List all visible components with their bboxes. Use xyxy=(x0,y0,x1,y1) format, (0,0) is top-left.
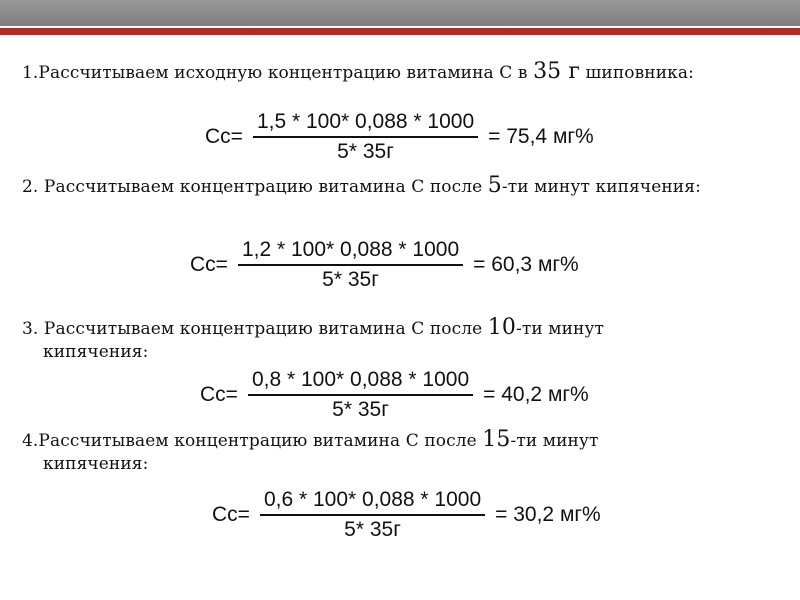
step-2-number: 2. xyxy=(22,177,39,197)
step-4-numerator: 0,6 * 100* 0,088 * 1000 xyxy=(263,488,482,511)
step-3-text-a: Рассчитываем концентрацию витамина С после xyxy=(38,319,488,339)
step-3-fraction xyxy=(248,368,473,422)
step-4-text-b: -ти минут xyxy=(510,431,599,451)
step-1-formula-lhs: Сс= xyxy=(205,125,243,148)
step-3-formula-lhs: Сс= xyxy=(200,383,238,406)
step-2-fraction xyxy=(238,238,463,292)
step-2-formula xyxy=(190,238,579,292)
step-2-denominator: 5* 35г xyxy=(322,268,379,291)
step-1-big-value: 35 xyxy=(533,59,562,84)
step-4-formula-lhs: Сс= xyxy=(212,503,250,526)
step-4-formula-rhs: = 30,2 мг% xyxy=(495,503,601,526)
step-1-text-a: Рассчитываем исходную концентрацию витамина С в xyxy=(38,63,534,83)
step-1-numerator: 1,5 * 100* 0,088 * 1000 xyxy=(256,110,475,133)
step-4-text-continued xyxy=(22,452,800,476)
step-3-text-b: -ти минут xyxy=(515,319,605,339)
step-3-numerator: 0,8 * 100* 0,088 * 1000 xyxy=(251,368,470,391)
step-2-numerator: 1,2 * 100* 0,088 * 1000 xyxy=(241,238,460,261)
step-4-denominator: 5* 35г xyxy=(344,518,401,541)
step-1-denominator: 5* 35г xyxy=(337,140,394,163)
step-4-text-a: Рассчитываем концентрацию витамина С после xyxy=(38,431,483,451)
step-1-fraction xyxy=(253,110,478,164)
step-3-number: 3. xyxy=(22,319,39,339)
step-2-big-value: 5 xyxy=(487,173,502,198)
step-4-fraction xyxy=(260,488,485,542)
step-2-text-b: -ти минут кипячения: xyxy=(501,177,701,197)
step-1-big-unit: г xyxy=(561,59,581,84)
step-1-formula-rhs: = 75,4 мг% xyxy=(488,125,594,148)
step-4-text xyxy=(22,428,792,453)
step-4-number: 4. xyxy=(22,431,39,451)
step-3-big-value: 10 xyxy=(487,315,516,340)
step-1-text-b: шиповника: xyxy=(580,63,694,83)
step-2-text-a: Рассчитываем концентрацию витамина С после xyxy=(38,177,488,197)
step-3-formula xyxy=(200,368,589,422)
step-4-text-c: кипячения: xyxy=(43,454,149,474)
step-3-formula-rhs: = 40,2 мг% xyxy=(483,383,589,406)
step-3-text-continued xyxy=(22,340,800,364)
step-2-formula-lhs: Сс= xyxy=(190,253,228,276)
step-1-number: 1. xyxy=(22,63,39,83)
step-2-formula-rhs: = 60,3 мг% xyxy=(473,253,579,276)
step-4-formula xyxy=(212,488,601,542)
step-1-formula xyxy=(205,110,594,164)
step-1-text xyxy=(22,60,792,85)
slide-top-bar xyxy=(0,0,800,26)
step-2-text xyxy=(22,174,792,199)
step-4-big-value: 15 xyxy=(482,427,511,452)
step-3-text-c: кипячения: xyxy=(43,342,149,362)
slide-accent-line xyxy=(0,28,800,35)
step-3-denominator: 5* 35г xyxy=(332,398,389,421)
step-3-text xyxy=(22,316,792,341)
